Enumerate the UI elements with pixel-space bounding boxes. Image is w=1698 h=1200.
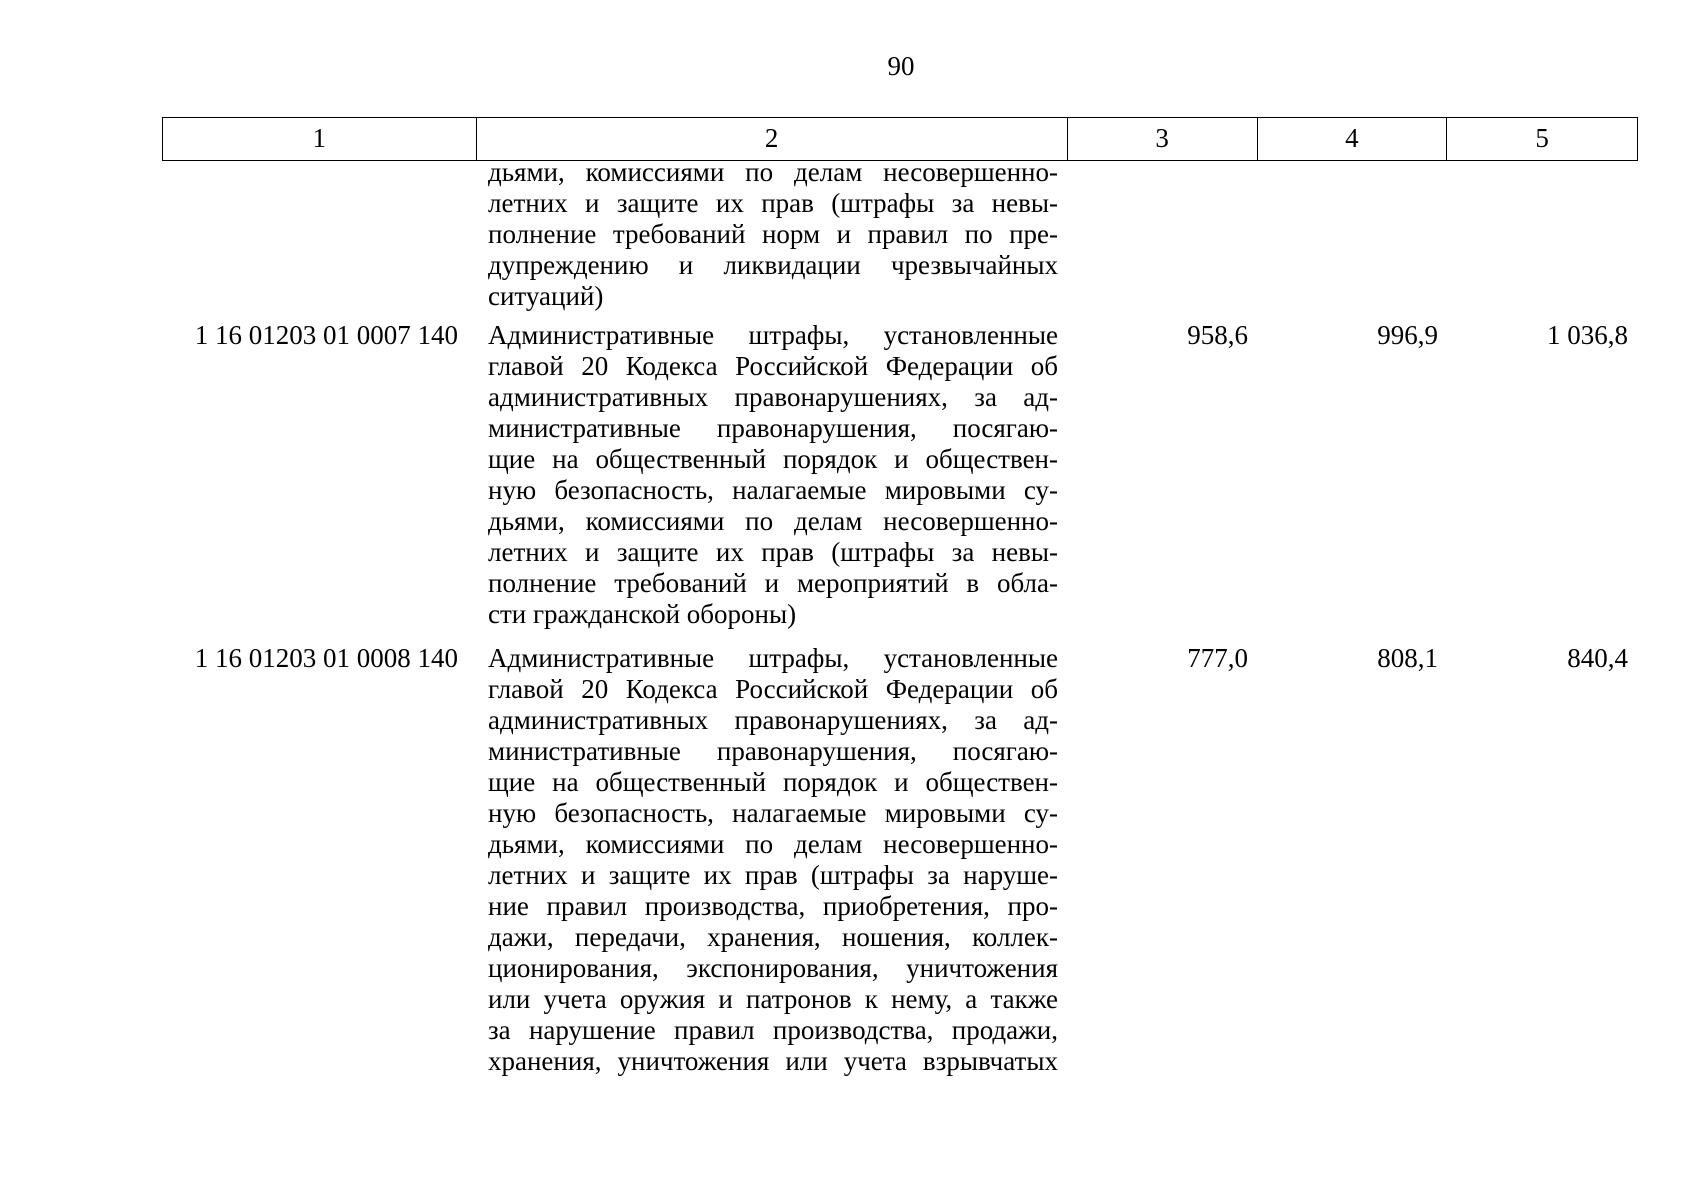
row-1-code: 1 16 01203 01 0007 140 [194, 320, 458, 350]
description-line: или учета оружия и патронов к нему, а также [488, 984, 1058, 1014]
column-header-4: 4 [1258, 118, 1448, 160]
row-1-col5-value: 1 036,8 [1547, 320, 1628, 350]
description-line: ционирования, экспонирования, уничтожения [488, 953, 1058, 983]
column-header-5: 5 [1535, 123, 1549, 153]
description-line: щие на общественный порядок и обществен- [488, 444, 1058, 474]
description-line: дупреждению и ликвидации чрезвычайных [488, 250, 1058, 280]
description-line: административных правонарушениях, за ад- [488, 382, 1058, 412]
row-2-description [488, 643, 1058, 1077]
column-header-1: 1 [163, 118, 477, 160]
row-2-col5-value: 840,4 [1567, 643, 1628, 673]
description-line: сти гражданской обороны) [488, 599, 797, 629]
description-line: Административные штрафы, установленные [488, 320, 1058, 350]
description-line: за нарушение правил производства, продажи, [488, 1015, 1058, 1045]
description-line: Административные штрафы, установленные [488, 643, 1058, 673]
description-line: главой 20 Кодекса Российской Федерации об [488, 674, 1058, 704]
description-line: летних и защите их прав (штрафы за невы- [488, 537, 1058, 567]
row-1-col3-value: 958,6 [1187, 320, 1248, 350]
description-line: ную безопасность, налагаемые мировыми су- [488, 798, 1058, 828]
table-column-header-row [162, 117, 1638, 161]
description-line: ную безопасность, налагаемые мировыми су- [488, 475, 1058, 505]
description-line: министративные правонарушения, посягаю- [488, 736, 1058, 766]
description-line: дажи, передачи, хранения, ношения, коллек- [488, 922, 1058, 952]
description-line: дьями, комиссиями по делам несовершенно- [488, 157, 1058, 187]
description-line: дьями, комиссиями по делам несовершенно- [488, 506, 1058, 536]
description-line: полнение требований и мероприятий в обла- [488, 568, 1058, 598]
row-2-col4-value: 808,1 [1377, 643, 1438, 673]
description-line: ситуаций) [488, 281, 604, 311]
continued-description [488, 157, 1058, 312]
row-1-description [488, 320, 1058, 630]
description-line: министративные правонарушения, посягаю- [488, 413, 1058, 443]
row-1-col4-value: 996,9 [1377, 320, 1438, 350]
column-header-2: 2 [477, 118, 1068, 160]
page-number: 90 [887, 51, 915, 81]
description-line: летних и защите их прав (штрафы за наруше- [488, 860, 1058, 890]
description-line: дьями, комиссиями по делам несовершенно- [488, 829, 1058, 859]
description-line: ние правил производства, приобретения, про- [488, 891, 1058, 921]
description-line: щие на общественный порядок и обществен- [488, 767, 1058, 797]
column-header-3: 3 [1068, 118, 1258, 160]
description-line: главой 20 Кодекса Российской Федерации об [488, 351, 1058, 381]
description-line: административных правонарушениях, за ад- [488, 705, 1058, 735]
row-2-code: 1 16 01203 01 0008 140 [194, 643, 458, 673]
description-line: полнение требований норм и правил по пре- [488, 219, 1058, 249]
description-line: хранения, уничтожения или учета взрывчатых [488, 1046, 1058, 1076]
description-line: летних и защите их прав (штрафы за невы- [488, 188, 1058, 218]
row-2-col3-value: 777,0 [1187, 643, 1248, 673]
